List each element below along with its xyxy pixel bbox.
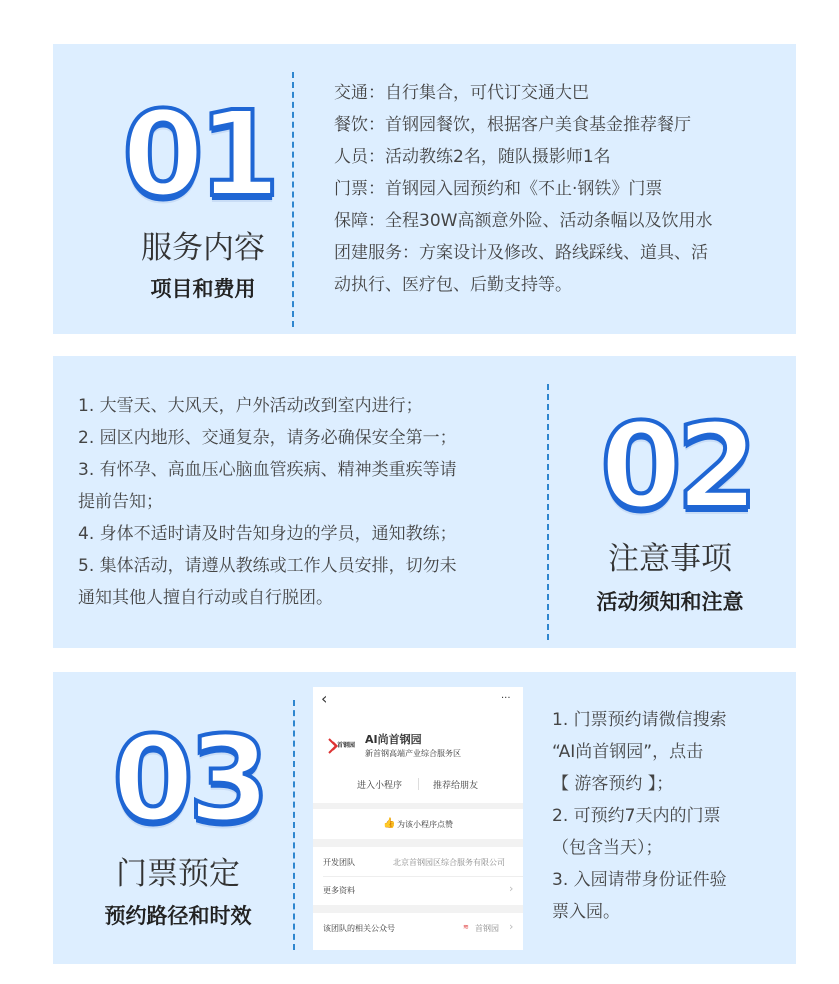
section-subtitle-notice: 活动须知和注意 [596,590,744,614]
button-separator [418,778,419,790]
shougang-mini-logo-icon: ≋ [463,923,469,931]
mini-program-screenshot [313,687,523,950]
notice-line: 5. 集体活动，请遵从教练或工作人员安排，切勿未 [78,556,457,576]
service-line: 团建服务：方案设计及修改、路线踩线、道具、活 [334,243,708,263]
section-subtitle-service: 项目和费用 [150,277,256,301]
more-icon[interactable]: ··· [501,693,511,704]
service-details [334,77,712,301]
dashed-divider [547,384,549,640]
ticket-line: 【 游客预约 】； [552,774,674,794]
official-account-value: 首钢园 [475,924,499,933]
section-number-02: 02 [600,397,753,535]
logo-text: 首钢园 [337,742,356,749]
enter-mini-program-button[interactable]: 进入小程序 [357,781,403,791]
ticket-line: “AI尚首钢园”，点击 [552,742,704,762]
notice-line: 提前告知； [78,492,163,512]
section-subtitle-ticket: 预约路径和时效 [104,904,252,928]
service-line: 交通：自行集合，可代订交通大巴 [334,83,589,103]
ticket-line: 1. 门票预约请微信搜索 [552,710,727,730]
back-icon[interactable]: ‹ [321,689,328,708]
official-account-label[interactable]: 该团队的相关公众号 [323,924,395,933]
section-number-01: 01 [122,85,275,223]
row-divider [323,876,523,877]
section-title-notice: 注意事项 [608,541,732,577]
ticket-line: 票入园。 [552,902,620,922]
chevron-right-icon: › [509,920,514,933]
ticket-details [552,704,727,928]
service-line: 动执行、医疗包、后勤支持等。 [334,275,572,295]
service-line: 保障：全程30W高额意外险、活动条幅以及饮用水 [334,211,713,231]
developer-value: 北京首钢园区综合服务有限公司 [393,858,505,867]
service-line: 餐饮：首钢园餐饮，根据客户美食基金推荐餐厅 [334,115,691,135]
developer-label: 开发团队 [323,858,355,867]
notice-line: 1. 大雪天、大风天，户外活动改到室内进行； [78,396,423,416]
notice-details [78,390,457,614]
dashed-divider [292,72,294,327]
section-number-03: 03 [112,710,265,848]
service-line: 人员：活动教练2名，随队摄影师1名 [334,147,611,167]
ticket-line: 3. 入园请带身份证件验 [552,870,727,890]
thumbs-up-icon: 👍 [383,818,396,829]
notice-line: 4. 身体不适时请及时告知身边的学员，通知教练； [78,524,457,544]
app-name: AI尚首钢园 [365,733,422,746]
more-info-item[interactable]: 更多资料 [323,886,355,895]
dashed-divider [293,700,295,950]
chevron-right-icon: › [509,882,514,895]
section-title-service: 服务内容 [141,230,265,266]
app-description: 新首钢高端产业综合服务区 [365,749,461,758]
section-title-ticket: 门票预定 [116,856,240,892]
notice-line: 通知其他人擅自行动或自行脱团。 [78,588,333,608]
notice-line: 3. 有怀孕、高血压心脑血管疾病、精神类重疾等请 [78,460,457,480]
ticket-line: （包含当天）； [552,838,663,858]
share-to-friend-button[interactable]: 推荐给朋友 [433,781,479,791]
notice-line: 2. 园区内地形、交通复杂，请务必确保安全第一； [78,428,457,448]
ticket-line: 2. 可预约7天内的门票 [552,806,721,826]
like-mini-program-button[interactable]: 为该小程序点赞 [397,820,453,829]
service-line: 门票：首钢园入园预约和《不止·钢铁》门票 [334,179,663,199]
